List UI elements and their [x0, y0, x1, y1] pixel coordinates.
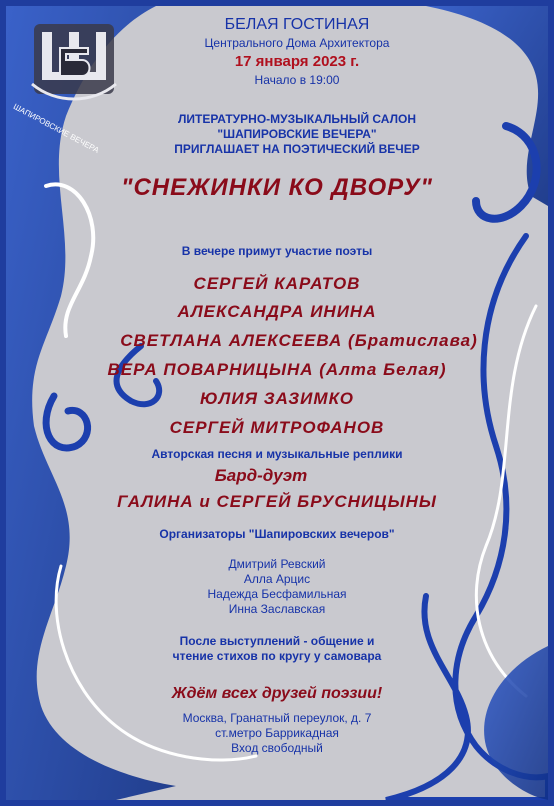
- bard-names: ГАЛИНА и СЕРГЕЙ БРУСНИЦЫНЫ: [117, 492, 437, 511]
- address-line-3: Вход свободный: [231, 741, 323, 755]
- poet-5: ЮЛИЯ ЗАЗИМКО: [199, 389, 355, 408]
- salon-line-1: ЛИТЕРАТУРНО-МУЗЫКАЛЬНЫЙ САЛОН: [177, 112, 417, 126]
- music-intro: Авторская песня и музыкальные реплики: [151, 447, 403, 461]
- poet-1: СЕРГЕЙ КАРАТОВ: [193, 274, 361, 293]
- participants-intro: В вечере примут участие поэты: [181, 244, 373, 258]
- poet-6: СЕРГЕЙ МИТРОФАНОВ: [169, 418, 385, 437]
- after-line-2: чтение стихов по кругу у самовара: [172, 649, 382, 663]
- venue-house: Центрального Дома Архитектора: [204, 36, 390, 50]
- venue-title: БЕЛАЯ ГОСТИНАЯ: [224, 16, 370, 33]
- poster-panel: [6, 6, 548, 800]
- poet-4: ВЕРА ПОВАРНИЦЫНА (Алта Белая): [107, 360, 447, 379]
- salon-line-3: ПРИГЛАШАЕТ НА ПОЭТИЧЕСКИЙ ВЕЧЕР: [174, 142, 420, 156]
- event-title: "СНЕЖИНКИ КО ДВОРУ": [121, 174, 433, 201]
- bard-label: Бард-дуэт: [214, 466, 308, 485]
- poet-3: СВЕТЛАНА АЛЕКСЕЕВА (Братислава): [120, 331, 478, 350]
- address-line-1: Москва, Гранатный переулок, д. 7: [182, 711, 372, 725]
- after-line-1: После выступлений - общение и: [179, 634, 375, 648]
- organizer-4: Инна Заславская: [228, 602, 326, 616]
- event-date: 17 января 2023 г.: [234, 53, 360, 70]
- organizer-2: Алла Арцис: [243, 572, 311, 586]
- invite-line: Ждём всех друзей поэзии!: [171, 685, 383, 702]
- logo-caption: ШАПИРОВСКИЕ ВЕЧЕРА: [11, 102, 101, 155]
- organizers-intro: Организаторы "Шапировских вечеров": [159, 527, 395, 541]
- salon-line-2: "ШАПИРОВСКИЕ ВЕЧЕРА": [217, 127, 377, 141]
- organizer-1: Дмитрий Ревский: [228, 557, 326, 571]
- address-line-2: ст.метро Баррикадная: [215, 726, 339, 740]
- poet-2: АЛЕКСАНДРА ИНИНА: [177, 302, 377, 321]
- organizer-3: Надежда Бесфамильная: [207, 587, 347, 601]
- start-time: Начало в 19:00: [254, 73, 340, 87]
